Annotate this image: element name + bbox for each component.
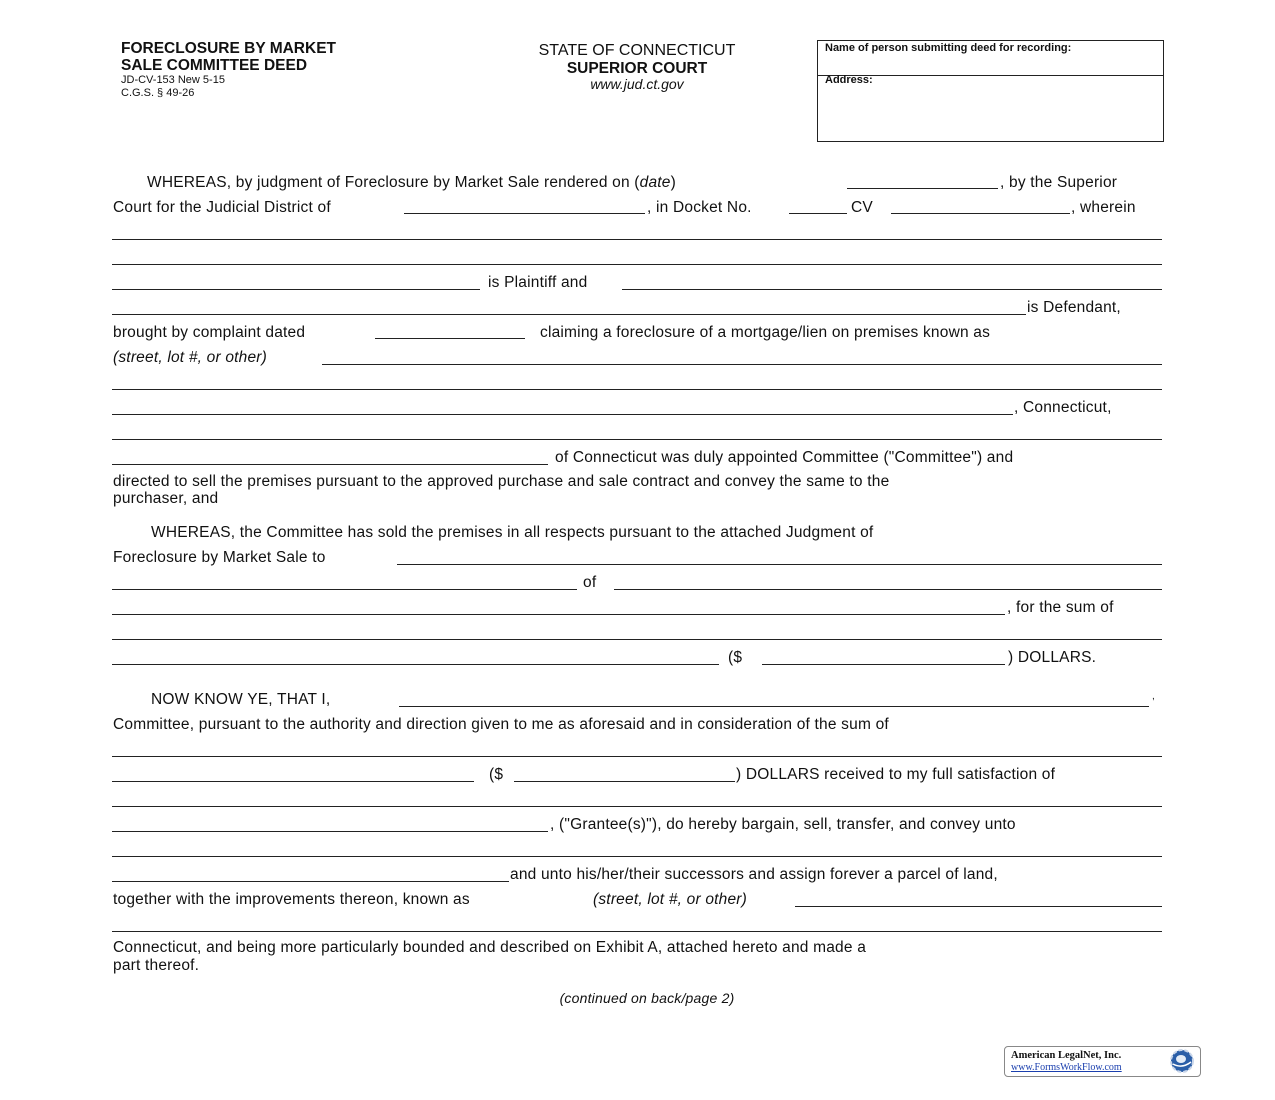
consideration-figure-field[interactable] <box>514 781 735 782</box>
sale-amount-words-line1[interactable] <box>112 639 1162 640</box>
wherein-text: , wherein <box>1071 199 1136 216</box>
committee-pursuant-text: Committee, pursuant to the authority and direction given to me as aforesaid and in consideration of the sum of <box>113 716 889 733</box>
date-hint: date <box>639 174 671 191</box>
recording-info-box <box>817 40 1164 142</box>
whereas-judgment-text <box>147 174 676 192</box>
exhibit-text-line1: Connecticut, and being more particularly bounded and described on Exhibit A, attached hereto and made a <box>113 939 867 956</box>
address-label: Address: <box>825 74 873 86</box>
date-hint-close: ) <box>670 174 676 191</box>
of-text: of <box>583 574 597 591</box>
docket-number-field[interactable] <box>891 213 1070 214</box>
is-plaintiff-text: is Plaintiff and <box>488 274 588 291</box>
logo-url[interactable]: www.FormsWorkFlow.com <box>1011 1062 1122 1073</box>
grantee-field-line2[interactable] <box>112 831 548 832</box>
plaintiff-name-field[interactable] <box>112 289 480 290</box>
globe-icon <box>1168 1048 1196 1074</box>
submitter-name-label: Name of person submitting deed for recording: <box>825 42 1072 54</box>
plaintiff-field-line1[interactable] <box>112 239 1162 240</box>
successors-text: and unto his/her/their successors and assign forever a parcel of land, <box>510 866 998 883</box>
whereas-sold-text: WHEREAS, the Committee has sold the premises in all respects pursuant to the attached Judgment of <box>151 524 874 541</box>
appointed-committee-text: of Connecticut was duly appointed Committee ("Committee") and <box>555 449 1014 466</box>
sale-amount-figure-field[interactable] <box>762 664 1005 665</box>
grantee-field-line1[interactable] <box>112 806 1162 807</box>
premises-address-field-line1[interactable] <box>322 364 1162 365</box>
now-know-ye-text: NOW KNOW YE, THAT I, <box>151 691 331 708</box>
parcel-address-field-line1[interactable] <box>795 906 1162 907</box>
committee-name-field[interactable] <box>112 464 548 465</box>
american-legalnet-logo[interactable] <box>1004 1046 1201 1077</box>
plaintiff-field-line2[interactable] <box>112 264 1162 265</box>
street-lot-hint-2: (street, lot #, or other) <box>593 891 748 908</box>
grantee-convey-field-line2[interactable] <box>112 881 509 882</box>
premises-town-field[interactable] <box>112 414 1013 415</box>
logo-company-name: American LegalNet, Inc. <box>1011 1050 1122 1061</box>
parcel-address-field-line2[interactable] <box>112 931 1162 932</box>
connecticut-comma-text: , Connecticut, <box>1014 399 1112 416</box>
court-name: SUPERIOR COURT <box>566 60 708 77</box>
judgment-date-field[interactable] <box>847 188 998 189</box>
purchaser-address-field-line2[interactable] <box>112 614 1005 615</box>
docket-prefix-field[interactable] <box>789 213 847 214</box>
directed-text-line1: directed to sell the premises pursuant to the approved purchase and sale contract and convey the same to the <box>113 473 890 490</box>
whereas-judgment-lead: WHEREAS, by judgment of Foreclosure by Market Sale rendered on ( <box>147 174 640 191</box>
court-website[interactable]: www.jud.ct.gov <box>590 76 684 92</box>
form-number: JD-CV-153 New 5-15 <box>121 74 225 86</box>
street-lot-hint: (street, lot #, or other) <box>113 349 268 366</box>
foreclosure-to-text: Foreclosure by Market Sale to <box>113 549 326 566</box>
statute-reference: C.G.S. § 49-26 <box>121 87 195 99</box>
purchaser-field-line1[interactable] <box>397 564 1162 565</box>
purchaser-name-field[interactable] <box>112 589 577 590</box>
judicial-district-field[interactable] <box>404 213 645 214</box>
defendant-field-line2[interactable] <box>112 314 1026 315</box>
complaint-date-field[interactable] <box>375 338 525 339</box>
purchaser-address-field-line1[interactable] <box>614 589 1162 590</box>
dollars-close-text: ) DOLLARS. <box>1008 649 1097 666</box>
committee-field-line1[interactable] <box>112 439 1162 440</box>
committee-signature-name-field[interactable] <box>399 706 1149 707</box>
together-text: together with the improvements thereon, known as <box>113 891 470 908</box>
exhibit-text-line2: part thereof. <box>113 957 200 974</box>
consideration-words-line1[interactable] <box>112 756 1162 757</box>
sale-amount-words-line2[interactable] <box>112 664 719 665</box>
cv-label: CV <box>851 199 873 216</box>
dollar-open-text-2: ($ <box>489 766 504 783</box>
is-defendant-text: is Defendant, <box>1027 299 1121 316</box>
by-superior-text: , by the Superior <box>1000 174 1118 191</box>
directed-text-line2: purchaser, and <box>113 490 219 507</box>
docket-label: , in Docket No. <box>647 199 752 216</box>
form-title-line2: SALE COMMITTEE DEED <box>121 57 308 74</box>
brought-by-text: brought by complaint dated <box>113 324 306 341</box>
state-name: STATE OF CONNECTICUT <box>538 42 736 59</box>
now-know-comma: , <box>1152 691 1155 702</box>
continued-note: (continued on back/page 2) <box>559 990 735 1006</box>
form-title-line1: FORECLOSURE BY MARKET <box>121 40 337 57</box>
dollar-open-text: ($ <box>728 649 743 666</box>
premises-address-field-line2[interactable] <box>112 389 1162 390</box>
consideration-words-line2[interactable] <box>112 781 474 782</box>
judicial-district-label: Court for the Judicial District of <box>113 199 331 216</box>
defendant-field-line1[interactable] <box>622 289 1162 290</box>
claiming-text: claiming a foreclosure of a mortgage/lien on premises known as <box>540 324 991 341</box>
for-sum-text: , for the sum of <box>1007 599 1114 616</box>
received-text: ) DOLLARS received to my full satisfaction of <box>736 766 1056 783</box>
grantees-convey-text: , ("Grantee(s)"), do hereby bargain, sell, transfer, and convey unto <box>550 816 1016 833</box>
grantee-convey-field-line1[interactable] <box>112 856 1162 857</box>
